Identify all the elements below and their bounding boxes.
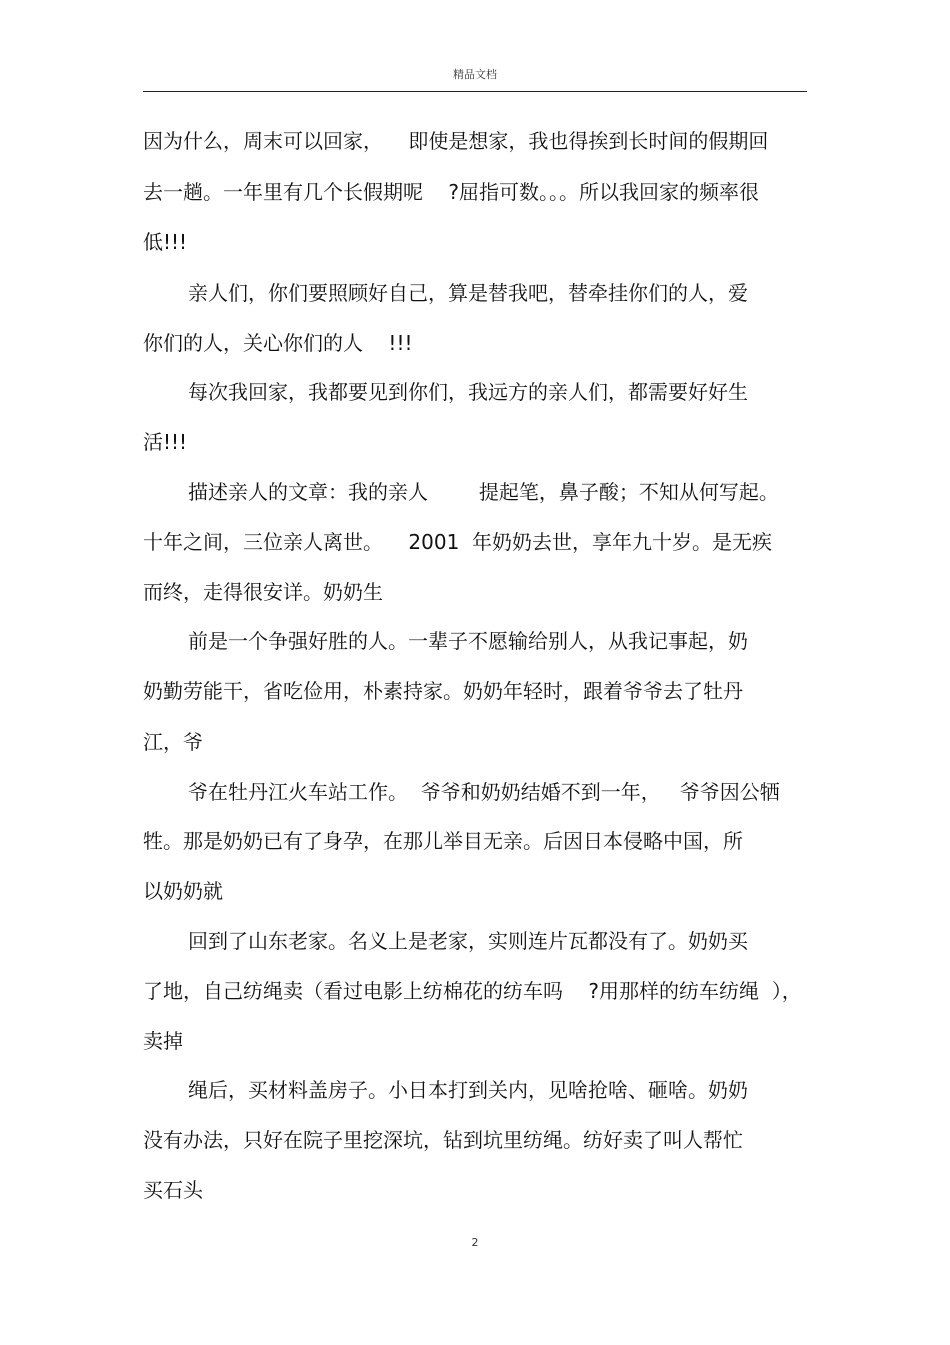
text-line: 你们的人，关心你们的人 !!! <box>143 331 413 355</box>
text-line: 活!!! <box>143 430 188 454</box>
text-line: 了地，自己纺绳卖（看过电影上纺棉花的纺车吗 ?用那样的纺车纺绳 ）， <box>143 979 802 1003</box>
text-line: 绳后，买材料盖房子。小日本打到关内，见啥抢啥、砸啥。奶奶 <box>188 1078 748 1102</box>
text-line: 牲。那是奶奶已有了身孕，在那儿举目无亲。后因日本侵略中国，所 <box>143 829 743 853</box>
text-line: 江，爷 <box>143 730 203 754</box>
text-line: 亲人们，你们要照顾好自己，算是替我吧，替牵挂你们的人，爱 <box>188 281 748 305</box>
text-line: 而终，走得很安详。奶奶生 <box>143 580 383 604</box>
text-line: 描述亲人的文章：我的亲人 提起笔，鼻子酸；不知从何写起。 <box>188 480 779 504</box>
text-line: 因为什么，周末可以回家， 即使是想家，我也得挨到长时间的假期回 <box>143 129 769 153</box>
text-line: 爷在牡丹江火车站工作。 爷爷和奶奶结婚不到一年， 爷爷因公牺 <box>188 780 780 804</box>
text-line: 十年之间，三位亲人离世。 2001 年奶奶去世，享年九十岁。是无疾 <box>143 530 773 554</box>
text-line: 没有办法，只好在院子里挖深坑，钻到坑里纺绳。纺好卖了叫人帮忙 <box>143 1128 743 1152</box>
text-line: 买石头 <box>143 1178 203 1202</box>
text-line: 以奶奶就 <box>143 879 223 903</box>
text-line: 低!!! <box>143 230 188 254</box>
page-number: 2 <box>471 1236 479 1249</box>
text-line: 前是一个争强好胜的人。一辈子不愿输给别人，从我记事起，奶 <box>188 629 748 653</box>
text-line: 去一趟。一年里有几个长假期呢 ?屈指可数。。。所以我回家的频率很 <box>143 180 760 204</box>
text-line: 奶勤劳能干，省吃俭用，朴素持家。奶奶年轻时，跟着爷爷去了牡丹 <box>143 679 743 703</box>
text-line: 回到了山东老家。名义上是老家，实则连片瓦都没有了。奶奶买 <box>188 929 748 953</box>
text-line: 卖掉 <box>143 1029 183 1053</box>
page-header: 精品文档 <box>453 68 497 81</box>
text-line: 每次我回家，我都要见到你们，我远方的亲人们，都需要好好生 <box>188 380 748 404</box>
